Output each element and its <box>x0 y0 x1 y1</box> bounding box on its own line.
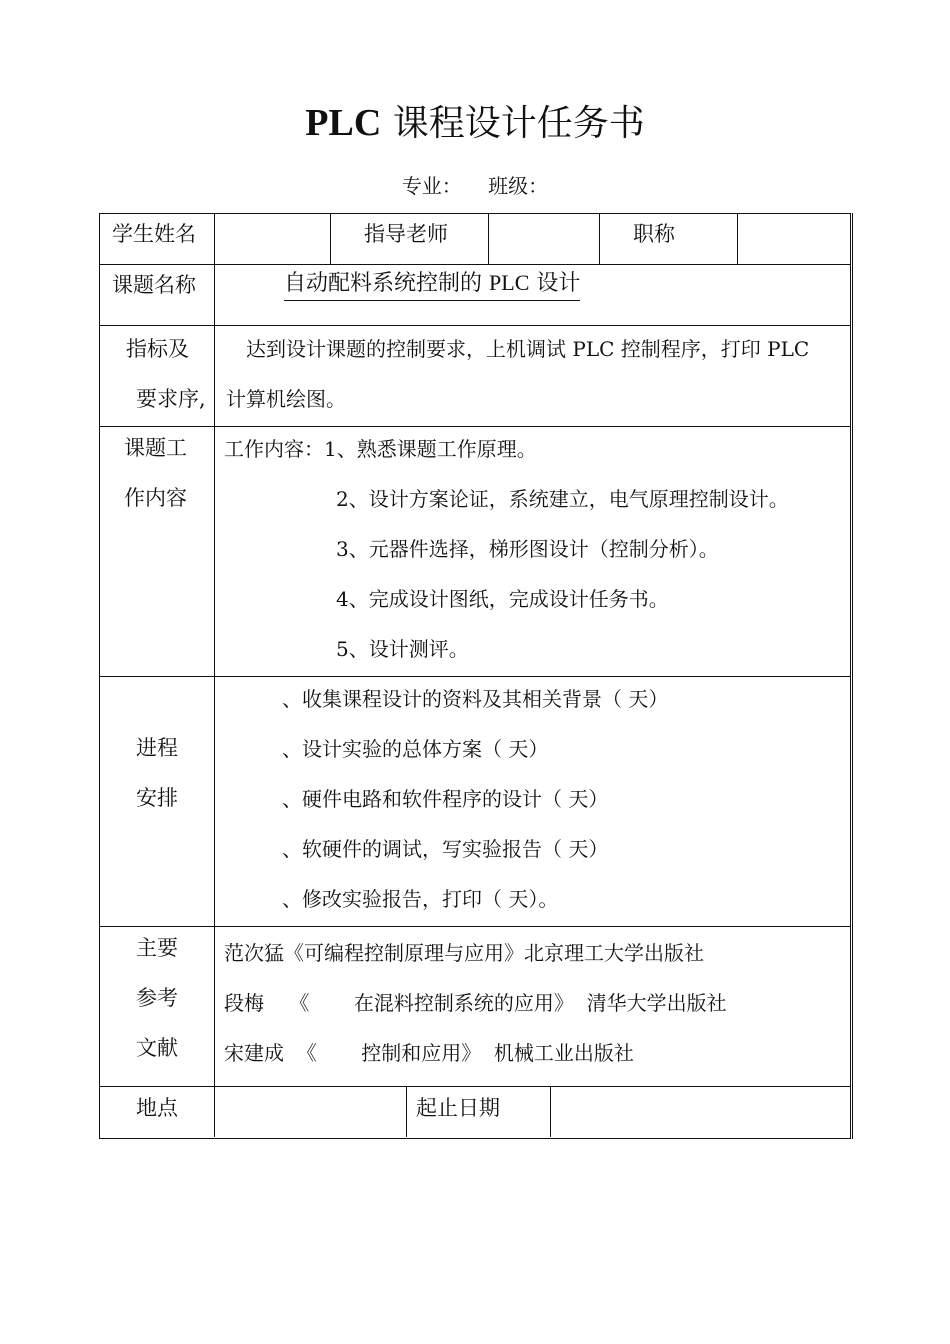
advisor-field[interactable] <box>496 220 592 250</box>
work-content-label-line2: 作内容 <box>124 486 187 510</box>
dates-label: 起止日期 <box>416 1096 500 1120</box>
student-name-label: 学生姓名 <box>112 222 196 246</box>
row1-divider <box>599 213 600 264</box>
student-name-field[interactable] <box>222 220 322 250</box>
references-label-line1: 主要 <box>136 936 178 960</box>
requirements-text-line1: 达到设计课题的控制要求，上机调试 PLC 控制程序，打印 PLC <box>246 337 810 361</box>
label-column-divider <box>214 213 215 1137</box>
row-divider <box>99 325 851 326</box>
schedule-item: 、收集课程设计的资料及其相关背景（ 天） <box>282 687 669 711</box>
schedule-item: 、修改实验报告，打印（ 天）。 <box>282 887 559 911</box>
row1-divider <box>330 213 331 264</box>
schedule-item: 、设计实验的总体方案（ 天） <box>282 737 549 761</box>
class-label: 班级： <box>488 174 549 198</box>
row-divider <box>99 426 851 427</box>
reference-item: 范次猛《可编程控制原理与应用》北京理工大学出版社 <box>224 941 704 965</box>
requirements-label-line1: 指标及 <box>126 337 189 361</box>
row1-divider <box>737 213 738 264</box>
advisor-label: 指导老师 <box>364 222 448 246</box>
title-rank-label: 职称 <box>633 222 675 246</box>
topic-name-label: 课题名称 <box>112 273 196 297</box>
topic-name-latin: PLC <box>489 270 530 295</box>
document-title <box>0 100 950 147</box>
topic-name-value <box>284 269 580 301</box>
row-divider <box>99 926 851 927</box>
work-content-item: 2、设计方案论证，系统建立，电气原理控制设计。 <box>336 487 789 511</box>
requirements-label-line2: 要求序, <box>136 387 206 411</box>
work-content-item: 5、设计测评。 <box>336 637 469 661</box>
title-rank-field[interactable] <box>745 220 843 250</box>
table-right-double-line <box>852 213 853 1139</box>
schedule-label-line2: 安排 <box>136 786 178 810</box>
schedule-item: 、软硬件的调试，写实验报告（ 天） <box>282 837 609 861</box>
row7-divider <box>550 1086 551 1137</box>
row-divider <box>99 676 851 677</box>
row-divider <box>99 264 851 265</box>
references-label-line3: 文献 <box>136 1036 178 1060</box>
reference-item: 宋建成 《 控制和应用》 机械工业出版社 <box>224 1041 634 1065</box>
topic-name-prefix: 自动配料系统控制的 <box>284 271 483 296</box>
work-content-item: 3、元器件选择，梯形图设计（控制分析）。 <box>336 537 719 561</box>
references-label-line2: 参考 <box>136 986 178 1010</box>
schedule-item: 、硬件电路和软件程序的设计（ 天） <box>282 787 609 811</box>
schedule-label-line1: 进程 <box>136 736 178 760</box>
work-content-item: 工作内容：1、熟悉课题工作原理。 <box>224 437 537 461</box>
row-divider <box>99 1086 851 1087</box>
topic-name-suffix: 设计 <box>536 271 581 296</box>
location-label: 地点 <box>136 1096 178 1120</box>
subtitle-line <box>0 172 950 200</box>
dates-field[interactable] <box>558 1094 844 1124</box>
work-content-item: 4、完成设计图纸，完成设计任务书。 <box>336 587 669 611</box>
row1-divider <box>488 213 489 264</box>
title-cjk: 课程设计任务书 <box>392 103 645 144</box>
location-field[interactable] <box>222 1094 398 1124</box>
requirements-text-line2: 计算机绘图。 <box>226 387 346 411</box>
title-latin: PLC <box>305 102 382 144</box>
major-label: 专业： <box>401 174 462 198</box>
work-content-label-line1: 课题工 <box>124 436 187 460</box>
reference-item: 段梅 《 在混料控制系统的应用》 清华大学出版社 <box>224 991 727 1015</box>
row7-divider <box>406 1086 407 1137</box>
